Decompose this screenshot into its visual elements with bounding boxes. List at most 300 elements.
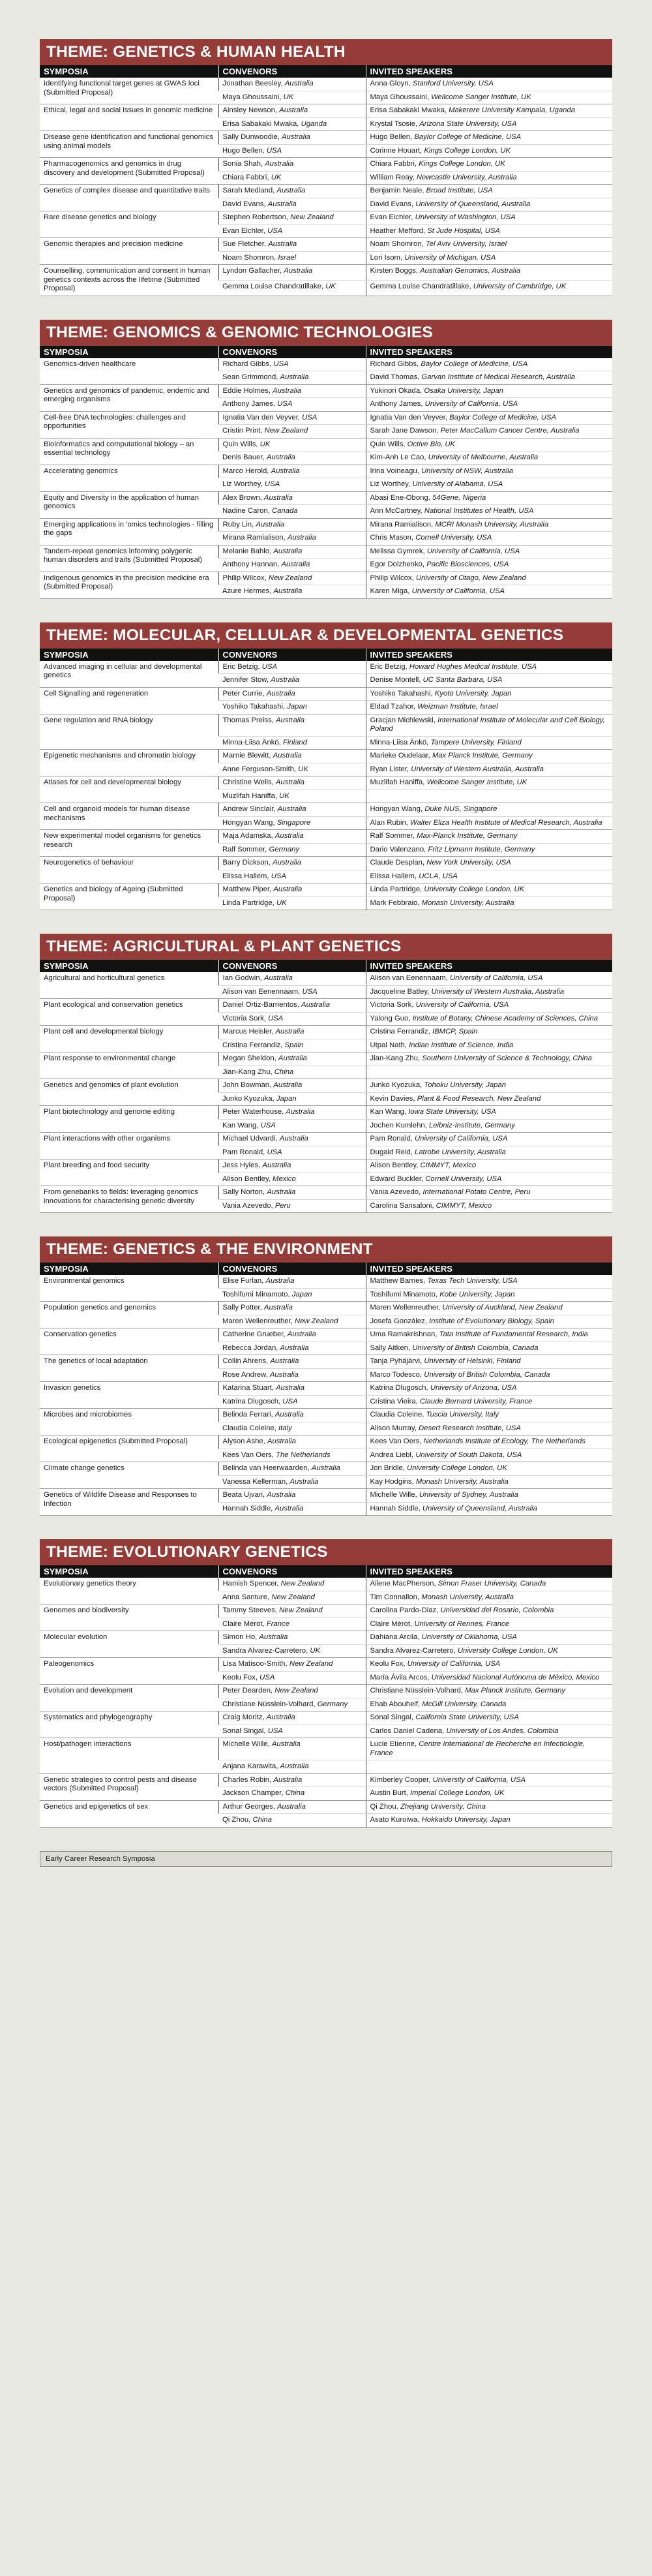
table-row (40, 999, 612, 1013)
convenor-cell (218, 505, 366, 519)
convenor-name: Ian Godwin, (222, 974, 264, 982)
convenor-cell (218, 1760, 366, 1774)
convenor-cell (218, 1489, 366, 1503)
symposium-title: Bioinformatics and computational biology – an essential technology (40, 438, 218, 465)
convenor-name: Stephen Robertson, (222, 213, 291, 221)
convenor-cell (218, 999, 366, 1013)
table-row (40, 1462, 612, 1476)
convenor-affiliation: Japan (276, 1094, 297, 1103)
speaker-affiliation: Kyoto University, Japan (434, 689, 512, 698)
speaker-name: Karen Miga, (370, 587, 412, 595)
speaker-name: Dahiana Arcila, (370, 1633, 422, 1641)
convenor-name: Keolu Fox, (222, 1673, 260, 1681)
table-row (40, 572, 612, 585)
column-header-convenors: CONVENORS (218, 1263, 366, 1275)
speaker-affiliation: University of Rennes, France (414, 1619, 509, 1628)
speaker-cell (366, 985, 612, 999)
speaker-affiliation: Leibniz-Institute, Germany (428, 1121, 515, 1129)
convenor-cell (218, 1066, 366, 1079)
speaker-affiliation: University of Otago, New Zealand (415, 574, 526, 582)
convenor-name: Evan Eichler, (222, 226, 268, 235)
speaker-cell (366, 1489, 612, 1503)
symposium-title: Genetics and biology of Ageing (Submitted Proposal) (40, 883, 218, 910)
convenor-affiliation: Mexico (273, 1174, 296, 1183)
speaker-affiliation: Wellcome Sanger Institute, UK (431, 93, 531, 101)
program-table (40, 1263, 612, 1516)
speaker-affiliation: University of Cambridge, UK (473, 282, 567, 290)
speaker-affiliation: Southern University of Science & Technology, China (422, 1054, 592, 1062)
speaker-cell (366, 999, 612, 1013)
speaker-affiliation: MCRI Monash University, Australia (435, 520, 549, 529)
speaker-affiliation: New York University, USA (426, 859, 511, 866)
symposium-title: Gene regulation and RNA biology (40, 714, 218, 750)
speaker-cell (366, 1382, 612, 1396)
speaker-name: Uma Ramakrishnan, (370, 1330, 439, 1338)
speaker-cell (366, 763, 612, 776)
theme-title: THEME: EVOLUTIONARY GENETICS (40, 1539, 612, 1565)
speaker-cell (366, 1409, 612, 1422)
convenor-cell (218, 1106, 366, 1120)
convenor-name: Belinda van Heerwaarden, (222, 1464, 312, 1472)
convenor-affiliation: Australia (273, 859, 302, 866)
convenor-cell (218, 1435, 366, 1449)
convenor-cell (218, 1725, 366, 1738)
speaker-cell (366, 238, 612, 252)
table-row (40, 1328, 612, 1342)
table-row (40, 438, 612, 452)
speaker-name: Yoshiko Takahashi, (370, 689, 435, 698)
convenor-name: Kan Wang, (222, 1121, 261, 1129)
speaker-cell (366, 1644, 612, 1658)
program-table (40, 1565, 612, 1828)
table-row (40, 1658, 612, 1672)
speaker-cell (366, 1119, 612, 1133)
speaker-cell (366, 750, 612, 763)
speaker-cell (366, 701, 612, 714)
convenor-affiliation: Australia (274, 1504, 304, 1512)
speaker-name: Kay Hodgins, (370, 1477, 416, 1486)
convenor-name: Rose Andrew, (222, 1370, 270, 1379)
speaker-cell (366, 491, 612, 505)
speaker-name: Philip Wilcox, (370, 574, 416, 582)
speaker-name: Ryan Lister, (370, 765, 411, 773)
speaker-affiliation: IBMCP, Spain (432, 1028, 478, 1035)
convenor-cell (218, 1199, 366, 1213)
convenor-name: Daniel Ortiz-Barrientos, (222, 1001, 302, 1009)
table-header-row (40, 65, 612, 78)
speaker-affiliation: University of Western Australia, Australia (431, 987, 565, 996)
table-row (40, 465, 612, 478)
convenor-affiliation: Australia (271, 676, 300, 684)
speaker-cell (366, 398, 612, 412)
speaker-affiliation: Kings College London, UK (424, 146, 511, 155)
speaker-name: Maren Wellenreuther, (370, 1304, 443, 1311)
speaker-cell (366, 1133, 612, 1146)
speaker-affiliation: Baylor College of Medicine, USA (449, 413, 557, 422)
symposium-title: Pharmacogenomics and genomics in drug discovery and development (Submitted Proposal) (40, 158, 218, 185)
convenor-affiliation: Australia (267, 1188, 296, 1196)
convenor-name: David Evans, (222, 200, 268, 208)
convenor-name: Sue Fletcher, (222, 240, 269, 248)
speaker-affiliation: Baylor College of Medicine, USA (421, 360, 528, 368)
convenor-affiliation: Australia (263, 493, 293, 502)
column-header-speakers: INVITED SPEAKERS (366, 960, 612, 972)
convenor-cell (218, 144, 366, 158)
speaker-name: Claude Desplan, (370, 859, 427, 866)
speaker-name: Marieke Oudelaar, (370, 752, 432, 759)
convenor-affiliation: Australia (280, 1343, 309, 1352)
table-row (40, 1159, 612, 1173)
table-row (40, 411, 612, 425)
speaker-cell (366, 280, 612, 296)
convenor-name: Hannah Siddle, (222, 1504, 275, 1512)
speaker-affiliation: Duke NUS, Singapore (424, 805, 497, 813)
convenor-cell (218, 687, 366, 701)
convenor-affiliation: Australia (276, 187, 306, 194)
convenor-cell (218, 843, 366, 857)
convenor-name: Sarah Medland, (222, 187, 277, 194)
speaker-name: Katrina Dlugosch, (370, 1384, 430, 1392)
convenor-affiliation: Australia (265, 160, 294, 168)
speaker-affiliation: Tuscia University, Italy (426, 1411, 499, 1418)
speaker-affiliation: University College London, UK (457, 1646, 558, 1655)
table-row (40, 1275, 612, 1288)
speaker-name: Richard Gibbs, (370, 360, 421, 368)
table-row (40, 883, 612, 897)
convenor-affiliation: Australia (281, 133, 310, 141)
speaker-affiliation: Institute of Botany, Chinese Academy of Sciences, China (412, 1014, 599, 1022)
convenor-cell (218, 411, 366, 425)
convenor-name: Azure Hermes, (222, 587, 274, 595)
convenor-name: Tammy Steeves, (222, 1606, 280, 1614)
speaker-name: Keolu Fox, (370, 1660, 408, 1668)
speaker-cell (366, 117, 612, 131)
convenor-affiliation: USA (268, 1014, 284, 1022)
speaker-name: Carlos Daniel Cadena, (370, 1726, 447, 1735)
speaker-name: Evan Eichler, (370, 213, 415, 221)
convenor-cell (218, 985, 366, 999)
symposium-title: Cell Signalling and regeneration (40, 687, 218, 714)
convenor-cell (218, 1671, 366, 1685)
symposium-title: Identifying functional target genes at GWAS loci (Submitted Proposal) (40, 78, 218, 104)
convenor-affiliation: Australia (273, 752, 302, 759)
speaker-name: Utpal Nath, (370, 1041, 409, 1049)
convenor-name: Gemma Louise Chandratillake, (222, 282, 326, 290)
speaker-affiliation: International Institute of Molecular and Cell Biology, Poland (370, 716, 605, 733)
convenor-cell (218, 972, 366, 985)
symposium-title: Plant response to environmental change (40, 1052, 218, 1079)
speaker-cell (366, 1302, 612, 1315)
convenor-affiliation: Japan (291, 1290, 312, 1298)
speaker-cell (366, 714, 612, 736)
symposium-title: Accelerating genomics (40, 465, 218, 491)
speaker-name: Junko Kyozuka, (370, 1081, 424, 1089)
symposium-title: Equity and Diversity in the application of human genomics (40, 491, 218, 518)
speaker-cell (366, 1092, 612, 1106)
speaker-name: Mirana Ramialison, (370, 520, 436, 529)
symposium-title: Host/pathogen interactions (40, 1738, 218, 1774)
table-row (40, 972, 612, 985)
speaker-cell (366, 572, 612, 585)
convenor-affiliation: UK (259, 440, 271, 448)
convenor-affiliation: Australia (284, 267, 313, 275)
table-row (40, 1133, 612, 1146)
table-row (40, 491, 612, 505)
speaker-affiliation: University of California, USA (424, 400, 518, 408)
speaker-name: Dario Valenzano, (370, 845, 428, 853)
speaker-affiliation: National Institutes of Health, USA (424, 507, 534, 515)
convenor-name: Sally Potter, (222, 1304, 264, 1311)
speaker-name: Jon Bridle, (370, 1464, 408, 1472)
speaker-cell (366, 1604, 612, 1618)
convenor-affiliation: New Zealand (290, 213, 334, 221)
convenor-cell (218, 883, 366, 897)
convenor-cell (218, 1133, 366, 1146)
speaker-name: Tanja Pyhäjärvi, (370, 1357, 424, 1365)
convenor-name: Melanie Bahlo, (222, 547, 274, 555)
speaker-affiliation: Fritz Lipmann Institute, Germany (428, 845, 535, 853)
symposium-title: Agricultural and horticultural genetics (40, 972, 218, 999)
table-header-row (40, 1263, 612, 1275)
convenor-name: Philip Wilcox, (222, 574, 269, 582)
speaker-cell (366, 1711, 612, 1725)
convenor-cell (218, 1591, 366, 1604)
speaker-name: Kevin Davies, (370, 1094, 417, 1103)
convenor-affiliation: Australia (281, 560, 310, 568)
speaker-name: Erisa Sabakaki Mwaka, (370, 106, 449, 114)
speaker-name: Lucie Etienne, (370, 1740, 419, 1748)
table-row (40, 545, 612, 559)
speaker-name: Chiara Fabbri, (370, 160, 419, 168)
convenor-cell (218, 1618, 366, 1631)
convenor-cell (218, 491, 366, 505)
table-row (40, 104, 612, 118)
convenor-affiliation: New Zealand (274, 1687, 318, 1694)
convenor-name: Cristin Print, (222, 427, 265, 435)
speaker-name: Ignatia Van den Veyver, (370, 413, 450, 422)
convenor-cell (218, 198, 366, 211)
convenor-cell (218, 117, 366, 131)
speaker-cell (366, 384, 612, 398)
symposium-title: Genetics of Wildlife Disease and Responses to Infection (40, 1489, 218, 1516)
symposium-title: Plant biotechnology and genome editing (40, 1106, 218, 1133)
symposium-title: Plant cell and developmental biology (40, 1026, 218, 1052)
convenor-name: Rebecca Jordan, (222, 1343, 280, 1352)
convenor-name: Hongyan Wang, (222, 818, 277, 827)
convenor-affiliation: Australia (276, 1384, 305, 1392)
speaker-affiliation: Monash University, Australia (421, 1593, 514, 1601)
speaker-name: Anthony James, (370, 400, 425, 408)
speaker-name: Toshifumi Minamoto, (370, 1290, 440, 1298)
speaker-affiliation: University of California, USA (432, 1775, 526, 1784)
convenor-name: Catherine Grueber, (222, 1330, 288, 1338)
speaker-cell (366, 803, 612, 817)
theme-title: THEME: MOLECULAR, CELLULAR & DEVELOPMENTAL GENETICS (40, 622, 612, 649)
speaker-cell (366, 661, 612, 674)
speaker-affiliation: University of Queensland, Australia (415, 200, 531, 208)
convenor-affiliation: Australia (277, 1802, 306, 1811)
speaker-cell (366, 1066, 612, 1079)
convenor-affiliation: Australia (266, 689, 295, 698)
convenor-name: Muzlifah Haniffa, (222, 791, 280, 800)
convenor-affiliation: Japan (287, 703, 308, 711)
speaker-cell (366, 1039, 612, 1052)
speaker-name: Claire Mérot, (370, 1619, 415, 1628)
convenor-name: Minna-Liisa Änkö, (222, 738, 283, 746)
speaker-name: Christiane Nüsslein-Volhard, (370, 1687, 466, 1694)
convenor-affiliation: Singapore (276, 818, 311, 827)
speaker-name: Jacqueline Batley, (370, 987, 432, 996)
speaker-affiliation: Universidad Nacional Autónoma de México, Mexico (431, 1673, 600, 1681)
table-row (40, 1711, 612, 1725)
convenor-affiliation: China (285, 1789, 305, 1797)
table-row (40, 776, 612, 790)
speaker-affiliation: University of Michigan, USA (404, 253, 496, 262)
symposium-title: Neurogenetics of behaviour (40, 857, 218, 883)
convenor-name: Quin Wills, (222, 440, 260, 448)
convenor-affiliation: The Netherlands (276, 1450, 331, 1459)
speaker-affiliation: International Potato Centre, Peru (422, 1188, 531, 1196)
speaker-name: Sandra Alvarez-Carretero, (370, 1646, 458, 1655)
convenor-cell (218, 104, 366, 118)
convenor-name: Hamish Spencer, (222, 1580, 281, 1587)
convenor-name: Alex Brown, (222, 493, 264, 502)
convenor-cell (218, 238, 366, 252)
speaker-cell (366, 816, 612, 830)
convenor-name: Sally Norton, (222, 1188, 267, 1196)
convenor-name: Jennifer Stow, (222, 676, 271, 684)
speaker-cell (366, 1502, 612, 1516)
theme-section (40, 320, 612, 599)
column-header-symposia: SYMPOSIA (40, 346, 218, 358)
footnote (40, 1851, 612, 1867)
table-header-row (40, 960, 612, 972)
speaker-cell (366, 251, 612, 265)
convenor-cell (218, 1773, 366, 1787)
speaker-cell (366, 1368, 612, 1382)
convenor-cell (218, 736, 366, 750)
speaker-name: Sarah Jane Dawson, (370, 427, 441, 435)
convenor-cell (218, 674, 366, 688)
symposium-title: Systematics and phylogeography (40, 1711, 218, 1738)
speaker-cell (366, 736, 612, 750)
speaker-cell (366, 1475, 612, 1489)
convenor-name: Marcus Heisler, (222, 1028, 276, 1035)
speaker-name: Asato Kuroiwa, (370, 1816, 422, 1824)
speaker-cell (366, 1146, 612, 1159)
convenor-affiliation: Germany (269, 845, 300, 853)
convenor-name: Maren Wellenreuther, (222, 1317, 295, 1325)
convenor-name: Lyndon Gallacher, (222, 267, 284, 275)
speaker-affiliation: University of Melbourne, Australia (428, 453, 539, 461)
convenor-cell (218, 1342, 366, 1355)
speaker-affiliation: Tohoku University, Japan (424, 1081, 506, 1089)
speaker-name: Alan Rubin, (370, 818, 411, 827)
convenor-affiliation: Australia (280, 373, 309, 381)
convenor-affiliation: Australia (274, 1411, 304, 1418)
speaker-cell (366, 972, 612, 985)
speaker-cell (366, 1315, 612, 1328)
speaker-name: Eric Betzig, (370, 662, 409, 671)
convenor-name: Elise Furlan, (222, 1277, 266, 1285)
speaker-cell (366, 1814, 612, 1828)
convenor-affiliation: Australia (262, 1161, 291, 1169)
convenor-cell (218, 1052, 366, 1066)
speaker-name: Eldad Tzahor, (370, 703, 418, 711)
speaker-cell (366, 1800, 612, 1814)
convenor-cell (218, 763, 366, 776)
speaker-cell (366, 211, 612, 225)
symposium-title: Conservation genetics (40, 1328, 218, 1355)
speaker-affiliation: Wellcome Sanger Institute, UK (426, 778, 527, 786)
speaker-affiliation: Max-Planck Institute, Germany (417, 832, 518, 840)
speaker-cell (366, 1422, 612, 1435)
convenor-cell (218, 1409, 366, 1422)
table-row (40, 1079, 612, 1093)
speaker-name: Marco Todesco, (370, 1370, 424, 1379)
speaker-cell (366, 1106, 612, 1120)
speaker-name: David Thomas, (370, 373, 422, 381)
speaker-name: Abasi Ene-Obong, (370, 493, 432, 502)
speaker-cell (366, 158, 612, 172)
speaker-affiliation: Max Planck Institute, Germany (465, 1687, 566, 1694)
convenor-affiliation: Australia (269, 1370, 299, 1379)
symposium-title: Genomes and biodiversity (40, 1604, 218, 1631)
convenor-cell (218, 572, 366, 585)
convenor-cell (218, 251, 366, 265)
convenor-affiliation: Australia (280, 1762, 309, 1770)
speaker-affiliation: Octive Bio, UK (407, 440, 456, 448)
convenor-affiliation: USA (271, 872, 286, 880)
convenor-cell (218, 1039, 366, 1052)
speaker-name: Kan Wang, (370, 1108, 409, 1116)
table-row (40, 1302, 612, 1315)
table-row (40, 158, 612, 172)
speaker-cell (366, 545, 612, 559)
speaker-affiliation: Netherlands Institute of Ecology, The Netherlands (423, 1437, 586, 1445)
convenor-name: Elissa Hallem, (222, 872, 271, 880)
convenor-cell (218, 776, 366, 790)
table-row (40, 1800, 612, 1814)
convenor-name: Katrina Dlugosch, (222, 1397, 283, 1405)
convenor-name: John Bowman, (222, 1081, 274, 1089)
convenor-cell (218, 1685, 366, 1698)
symposium-title: Paleogenomics (40, 1658, 218, 1685)
speaker-cell (366, 518, 612, 532)
convenor-name: Chiara Fabbri, (222, 173, 271, 181)
speaker-name: Melissa Gymrek, (370, 547, 427, 555)
convenor-affiliation: Australia (273, 587, 303, 595)
speaker-name: Mark Febbraio, (370, 898, 422, 907)
convenor-name: Noam Shomron, (222, 253, 278, 262)
speaker-affiliation: Monash University, Australia (415, 1477, 509, 1486)
speaker-name: Gracjan Michlewski, (370, 716, 438, 724)
convenor-cell (218, 830, 366, 844)
convenor-name: Alison Bentley, (222, 1174, 273, 1183)
speaker-affiliation: University of Auckland, New Zealand (442, 1304, 563, 1311)
speaker-cell (366, 883, 612, 897)
symposium-title: Environmental genomics (40, 1275, 218, 1302)
symposium-title: Genomic therapies and precision medicine (40, 238, 218, 265)
table-row (40, 1382, 612, 1396)
table-row (40, 1738, 612, 1760)
speaker-affiliation: University College London, UK (424, 885, 525, 893)
table-row (40, 1604, 612, 1618)
speaker-cell (366, 1738, 612, 1760)
convenor-name: Craig Moritz, (222, 1713, 267, 1721)
speaker-cell (366, 411, 612, 425)
convenor-name: Katarina Stuart, (222, 1384, 276, 1392)
